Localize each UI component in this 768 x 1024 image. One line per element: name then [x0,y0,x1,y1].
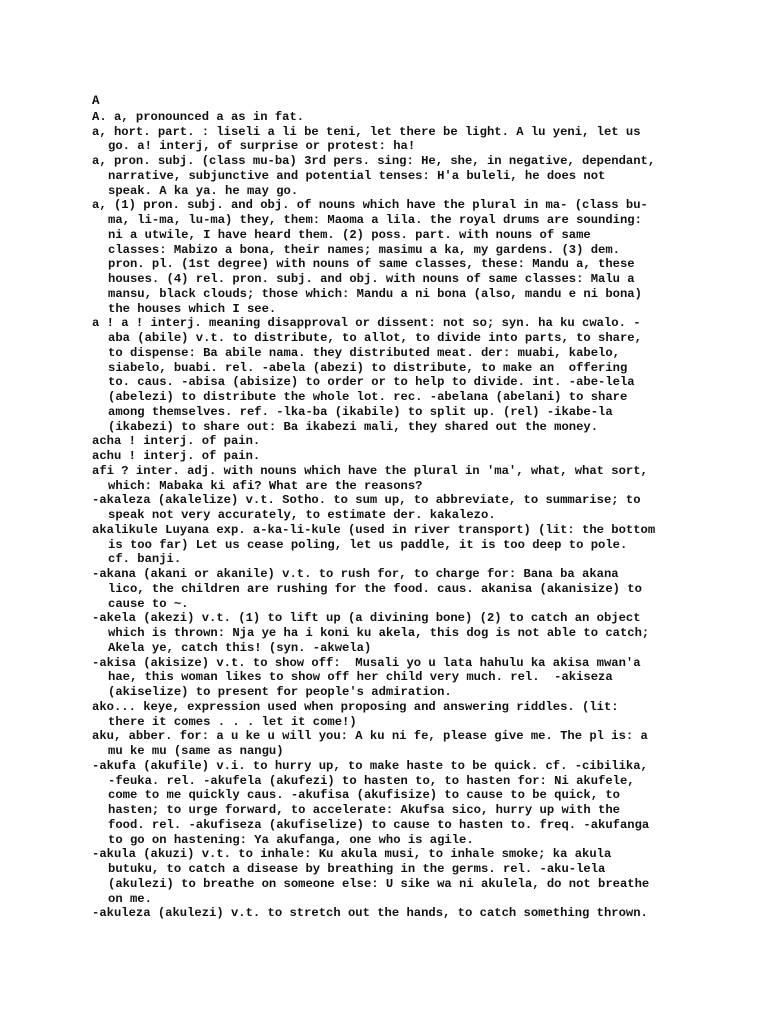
dictionary-entry: -akuleza (akulezi) v.t. to stretch out the hands, to catch something thrown. [92,906,648,921]
section-heading: A [92,94,100,108]
dictionary-entry: -akela (akezi) v.t. (1) to lift up (a divining bone) (2) to catch an object which is thrown: Nja ye ha i koni ku akela, this dog is not able to catch; Akela ye, catch this! (syn. -akwela) [92,611,650,655]
dictionary-entry: afi ? inter. adj. with nouns which have the plural in 'ma', what, what sort, which: Mabaka ki afi? What are the reasons? [92,463,648,493]
dictionary-entry: akalikule Luyana exp. a-ka-li-kule (used in river transport) (lit: the bottom is too far) Let us cease poling, let us paddle, it is too deep to pole. cf. banji. [92,522,656,567]
dictionary-entry: a, pron. subj. (class mu-ba) 3rd pers. sing: He, she, in negative, dependant, narrative, subjunctive and potential tenses: H'a buleli, he does not speak. A ka ya. he may go. [92,154,656,198]
dictionary-entry: a ! a ! interj. meaning disapproval or dissent: not so; syn. ha ku cwalo. - aba (abile) v.t. to distribute, to allot, to divide into parts, to share, to dispense: Ba abile nama. they distributed meat. der: muabi, kabelo, siabelo, buabi. rel. -abela (abezi) to distribute, to make an offering to. caus. -abisa (abisize) to order or to help to divide. int. -abe-lela (abelezi) to distribute the whole lot. rec. -abelana (abelani) to share among themselves. ref. -lka-ba (ikabile) to split up. (rel) -ikabe-la (ikabezi) to share out: Ba ikabezi mali, they shared out the money. [92,316,642,434]
dictionary-entry: a, (1) pron. subj. and obj. of nouns which have the plural in ma- (class bu- ma, li-ma, lu-ma) they, them: Maoma a lila. the royal drums are sounding: ni a utwile, I have heard them. (2) poss. part. with nouns of same classes: Mabizo a bona, their names; masimu a ka, my gardens. (3) dem. pron. pl. (1st degree) with nouns of same classes, these: Mandu a, these houses. (4) rel. pron. subj. and obj. with nouns of same classes: Malu a mansu, black clouds; those which: Mandu a ni bona (also, mandu e ni bona) the houses which I see. [92,198,648,316]
dictionary-entry: acha ! interj. of pain. [92,434,261,449]
dictionary-entry: -akana (akani or akanile) v.t. to rush for, to charge for: Bana ba akana lico, the children are rushing for the food. caus. akanisa (akanisize) to cause to ~. [92,567,642,611]
dictionary-entry: -akufa (akufile) v.i. to hurry up, to make haste to be quick. cf. -cibilika, -feuka. rel. -akufela (akufezi) to hasten to, to hasten for: Ni akufele, come to me quickly caus. -akufisa (akufisize) to cause to be quick, to hasten; to urge forward, to accelerate: Akufsa sico, hurry up with the food. rel. -akufiseza (akufiselize) to cause to hasten to. freq. -akufanga to go on hastening: Ya akufanga, one who is agile. [92,758,650,847]
dictionary-entry: A. a, pronounced a as in fat. [92,109,305,124]
dictionary-entry: achu ! interj. of pain. [92,449,261,463]
dictionary-entry: ako... keye, expression used when proposing and answering riddles. (lit: there it comes . . . let it come!) [92,699,619,729]
dictionary-entry: a, hort. part. : liseli a li be teni, let there be light. A lu yeni, let us go. a! interj, of surprise or protest: ha! [92,124,641,154]
dictionary-page [92,94,712,921]
dictionary-entry: -akaleza (akalelize) v.t. Sotho. to sum up, to abbreviate, to summarise; to speak not very accurately, to estimate der. kakalezo. [92,493,641,522]
dictionary-entry: -akula (akuzi) v.t. to inhale: Ku akula musi, to inhale smoke; ka akula butuku, to catch a disease by breathing in the germs. rel. -aku-lela (akulezi) to breathe on someone else: U sike wa ni akulela, do not breathe on me. [92,847,650,906]
dictionary-entry: aku, abber. for: a u ke u will you: A ku ni fe, please give me. The pl is: a mu ke mu (same as nangu) [92,729,648,758]
dictionary-entry: -akisa (akisize) v.t. to show off: Musali yo u lata hahulu ka akisa mwan'a hae, this woman likes to show off her child very much. rel. -akiseza (akiselize) to present for people's admiration. [92,655,641,699]
